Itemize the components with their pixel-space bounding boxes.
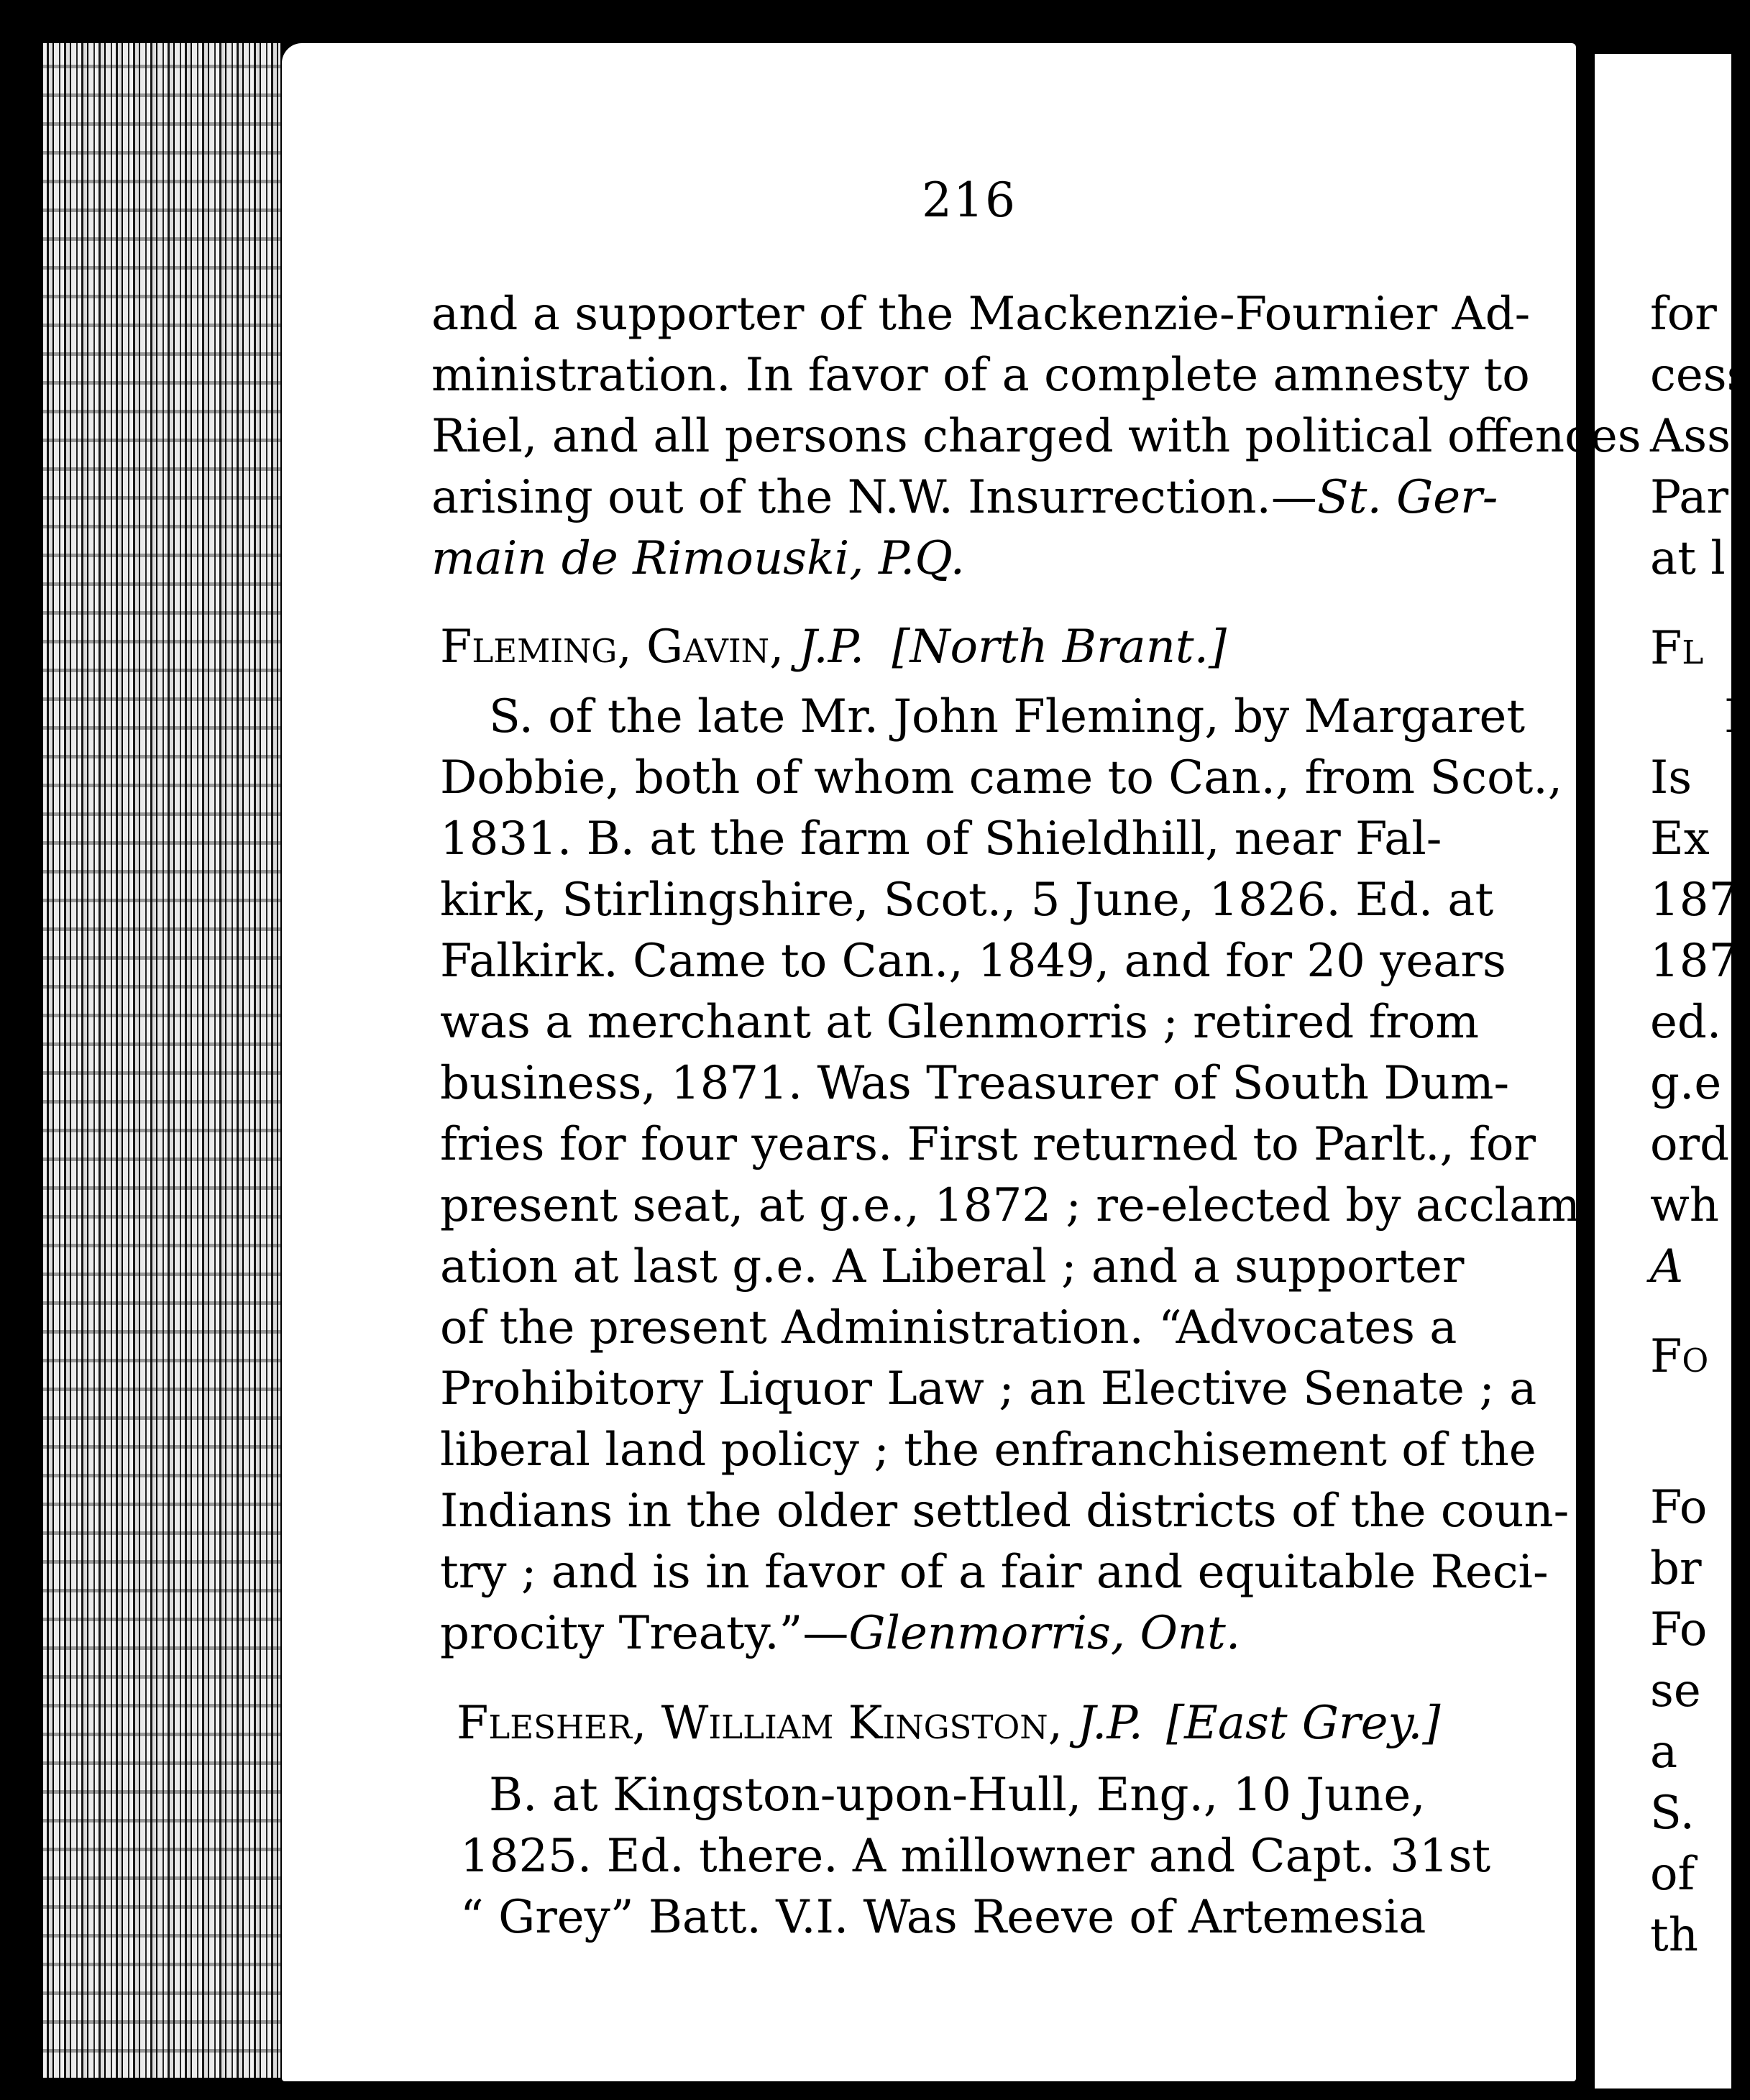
- text-fragment: g.e: [1650, 1057, 1722, 1110]
- text-fragment: Is: [1650, 751, 1692, 804]
- text-line: Indians in the older settled districts of the coun-: [440, 1485, 1570, 1538]
- text-line: of the present Administration. “Advocates a: [440, 1301, 1457, 1354]
- text-line: B. at Kingston-upon-Hull, Eng., 10 June,: [489, 1769, 1426, 1822]
- page-number: 216: [922, 173, 1017, 228]
- text-fragment: se: [1650, 1664, 1701, 1718]
- entry-riding: [East Grey.]: [1166, 1697, 1441, 1750]
- text-line: main de Rimouski, P.Q.: [431, 532, 965, 585]
- text-line: and a supporter of the Mackenzie-Fournier Ad-: [431, 288, 1531, 341]
- entry-name: Fleming, Gavin,: [440, 620, 784, 674]
- text-fragment: cess: [1650, 349, 1750, 402]
- text-fragment: Fo: [1650, 1603, 1708, 1656]
- entry-title: J.P.: [798, 620, 865, 674]
- entry-heading: [457, 1697, 1441, 1750]
- text-fragment: br: [1650, 1542, 1702, 1595]
- text-fragment: A: [1650, 1240, 1684, 1293]
- entry-title: J.P.: [1077, 1697, 1143, 1750]
- text-fragment: of: [1650, 1848, 1695, 1901]
- text-fragment: Ass: [1650, 410, 1731, 463]
- book-spine-shading: [43, 43, 280, 2078]
- text-line: was a merchant at Glenmorris ; retired from: [440, 996, 1480, 1049]
- text-line: 1825. Ed. there. A millowner and Capt. 31st: [460, 1830, 1491, 1883]
- text-fragment: Par: [1650, 471, 1728, 524]
- text-line: S. of the late Mr. John Fleming, by Margaret: [489, 690, 1526, 743]
- text-line: Prohibitory Liquor Law ; an Elective Senate ; a: [440, 1362, 1537, 1416]
- text-fragment: Ex: [1650, 812, 1710, 866]
- text-line: fries for four years. First returned to Parlt., for: [440, 1118, 1536, 1171]
- text-fragment: ed.: [1650, 996, 1722, 1049]
- text-line: Falkirk. Came to Can., 1849, and for 20 years: [440, 935, 1506, 988]
- text-line: liberal land policy ; the enfranchisement of the: [440, 1423, 1536, 1477]
- text-fragment: for: [1650, 288, 1717, 341]
- text-line: kirk, Stirlingshire, Scot., 5 June, 1826. Ed. at: [440, 874, 1494, 927]
- text-fragment: Fo: [1650, 1330, 1709, 1383]
- text-fragment: I: [1724, 690, 1743, 743]
- text-line: procity Treaty.”—Glenmorris, Ont.: [440, 1607, 1241, 1660]
- entry-heading: [440, 620, 1227, 674]
- right-page-text-fragments: [1595, 54, 1750, 2088]
- text-line: arising out of the N.W. Insurrection.—St. Ger-: [431, 471, 1498, 524]
- text-line: “ Grey” Batt. V.I. Was Reeve of Artemesia: [460, 1891, 1426, 1944]
- text-line: Dobbie, both of whom came to Can., from Scot.,: [440, 751, 1563, 804]
- text-line: ministration. In favor of a complete amnesty to: [431, 349, 1530, 402]
- text-line: 1831. B. at the farm of Shieldhill, near Fal-: [440, 812, 1442, 866]
- text-line: present seat, at g.e., 1872 ; re-elected by acclam-: [440, 1179, 1596, 1232]
- text-fragment: at l: [1650, 532, 1726, 585]
- text-fragment: S.: [1650, 1787, 1695, 1840]
- text-fragment: a: [1650, 1725, 1678, 1779]
- text-fragment: Fo: [1650, 1481, 1708, 1534]
- entry-name: Flesher, William Kingston,: [457, 1697, 1063, 1750]
- text-fragment: ord: [1650, 1118, 1730, 1171]
- text-fragment: wh: [1650, 1179, 1719, 1232]
- text-fragment: 187: [1650, 874, 1738, 927]
- text-fragment: Fl: [1650, 622, 1704, 675]
- text-fragment: th: [1650, 1909, 1698, 1962]
- text-line: try ; and is in favor of a fair and equitable Reci-: [440, 1546, 1549, 1599]
- text-line: Riel, and all persons charged with political offences: [431, 410, 1641, 463]
- text-line: ation at last g.e. A Liberal ; and a supporter: [440, 1240, 1465, 1293]
- text-fragment: 187: [1650, 935, 1738, 988]
- text-line: business, 1871. Was Treasurer of South Dum-: [440, 1057, 1510, 1110]
- entry-riding: [North Brant.]: [892, 620, 1227, 674]
